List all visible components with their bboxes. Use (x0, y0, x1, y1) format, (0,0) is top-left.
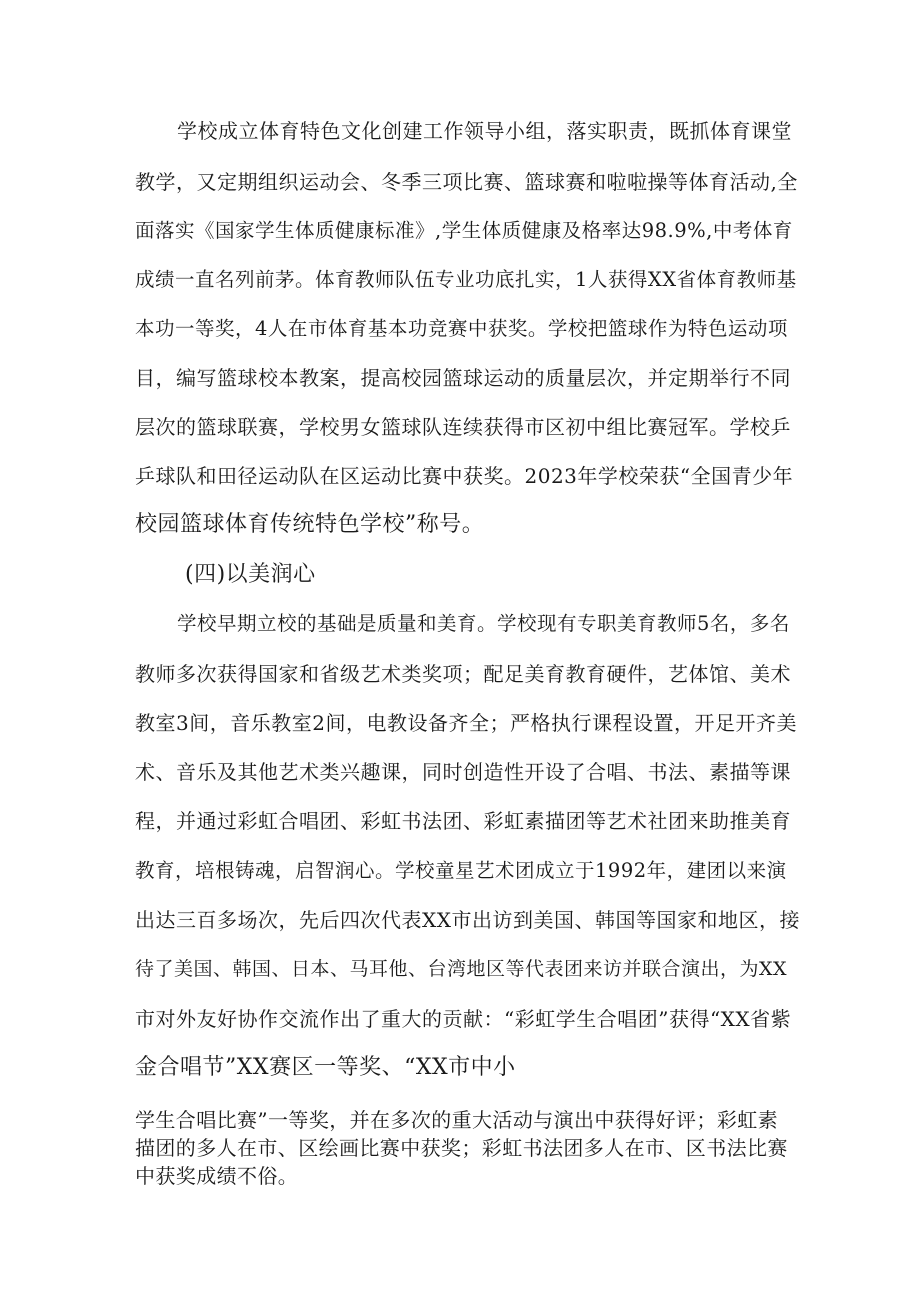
paragraph-3-line: 中获奖成绩不俗。 (135, 1164, 299, 1188)
paragraph-2-line: 金合唱节”XX赛区一等奖、“XX市中小 (135, 1055, 516, 1080)
paragraph-2-line: 学校早期立校的基础是质量和美育。学校现有专职美育教师5名，多名 (177, 612, 790, 635)
paragraph-1-line: 层次的篮球联赛，学校男女篮球队连续获得市区初中组比赛冠军。学校乒 (135, 415, 791, 439)
section-heading: (四)以美润心 (185, 562, 316, 587)
paragraph-2-line: 程，并通过彩虹合唱团、彩虹书法团、彩虹素描团等艺术社团来助推美育 (135, 809, 791, 833)
paragraph-2-line: 教室3间，音乐教室2间，电教设备齐全；严格执行课程设置，开足开齐美 (135, 711, 797, 735)
paragraph-1-line: 成绩一直名列前茅。体育教师队伍专业功底扎实，1人获得XX省体育教师基 (135, 268, 797, 291)
paragraph-2-line: 市对外友好协作交流作出了重大的贡献：“彩虹学生合唱团”获得“XX省紫 (135, 1007, 792, 1031)
paragraph-3-line: 学生合唱比赛”一等奖，并在多次的重大活动与演出中获得好评；彩虹素 (135, 1108, 779, 1132)
paragraph-1-line: 教学，又定期组织运动会、冬季三项比赛、篮球赛和啦啦操等体育活动,全 (135, 170, 798, 194)
paragraph-2-line: 出达三百多场次，先后四次代表XX市出访到美国、韩国等国家和地区，接 (135, 908, 800, 932)
paragraph-1-line: 目，编写篮球校本教案，提高校园篮球运动的质量层次，并定期举行不同 (135, 366, 791, 390)
paragraph-2-line: 待了美国、韩国、日本、马耳他、台湾地区等代表团来访并联合演出，为XX (135, 958, 788, 980)
paragraph-1-line: 本功一等奖，4人在市体育基本功竞赛中获奖。学校把篮球作为特色运动项 (135, 317, 788, 340)
paragraph-1-line: 乒球队和田径运动队在区运动比赛中获奖。2023年学校荣获“全国青少年 (135, 464, 794, 488)
paragraph-2-line: 教育，培根铸魂，启智润心。学校童星艺术团成立于1992年，建团以来演 (135, 859, 787, 882)
paragraph-1-line: 校园篮球体育传统特色学校”称号。 (135, 512, 485, 537)
paragraph-2-line: 教师多次获得国家和省级艺术类奖项；配足美育教育硬件，艺体馆、美术 (135, 662, 791, 686)
paragraph-3-line: 描团的多人在市、区绘画比赛中获奖；彩虹书法团多人在市、区书法比赛 (135, 1136, 788, 1160)
paragraph-1-line: 面落实《国家学生体质健康标准》,学生体质健康及格率达98.9%,中考体育 (135, 219, 793, 242)
paragraph-2-line: 术、音乐及其他艺术类兴趣课，同时创造性开设了合唱、书法、素描等课 (135, 760, 791, 784)
paragraph-1-line: 学校成立体育特色文化创建工作领导小组，落实职责，既抓体育课堂 (177, 119, 792, 143)
